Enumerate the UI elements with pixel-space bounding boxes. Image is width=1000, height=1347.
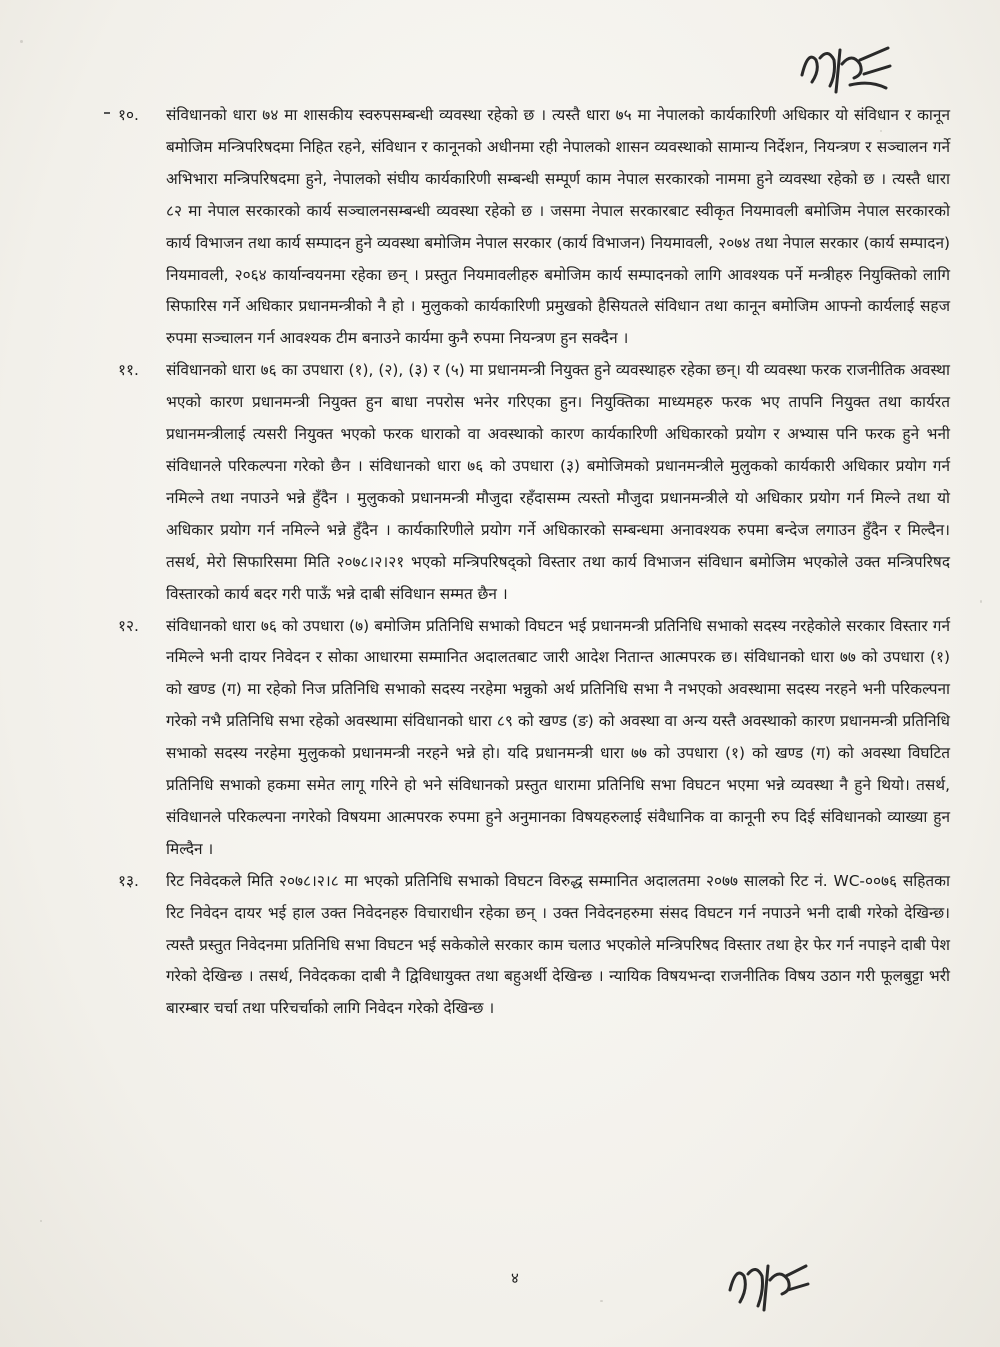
paragraph-10 bbox=[118, 100, 950, 355]
paragraph-number: १३. bbox=[118, 871, 139, 890]
scan-speck bbox=[20, 40, 23, 43]
paragraph-12 bbox=[118, 611, 950, 866]
scan-speck bbox=[600, 1300, 603, 1302]
document-body bbox=[118, 100, 950, 1025]
paragraph-number: १०. bbox=[118, 106, 139, 124]
paragraph-text: संविधानको धारा ७६ को उपधारा (७) बमोजिम प्रतिनिधि सभाको विघटन भई प्रधानमन्त्री प्रतिनिधि सभाको सदस्य नरहेकोले सरकार विस्तार गर्न नमिल्ने भनी दायर निवेदन र सोका आधारमा सम्मानित अदालतबाट जारी आदेश नितान्त आत्मपरक छ। संविधानको धारा ७७ को उपधारा (१) को खण्ड (ग) मा रहेको निज प्रतिनिधि सभाको सदस्य नरहेमा भन्नुको अर्थ प्रतिनिधि सभा नै नभएको अवस्थामा सदस्य नरहने भनी परिकल्पना गरेको नभै प्रतिनिधि सभा रहेको अवस्थामा संविधानको धारा ८९ को खण्ड (ङ) को अवस्था वा अन्य यस्तै अवस्थाको कारण प्रधानमन्त्री प्रतिनिधि सभाको सदस्य नरहेमा मुलुकको प्रधानमन्त्री नरहने भन्ने हो। यदि प्रधानमन्त्री धारा ७७ को उपधारा (१) को खण्ड (ग) को अवस्था विघटित प्रतिनिधि सभाको हकमा समेत लागू गरिने हो भने संविधानको प्रस्तुत धारामा प्रतिनिधि सभा विघटन भएमा भन्ने व्यवस्था नै हुने थियो। तसर्थ, संविधानले परिकल्पना नगरेको विषयमा आत्मपरक रुपमा हुने अनुमानका विषयहरुलाई संवैधानिक वा कानूनी रुप दिई संविधानको व्याख्या हुन मिल्दैन । bbox=[166, 616, 950, 858]
paragraph-text: रिट निवेदकले मिति २०७८।२।८ मा भएको प्रतिनिधि सभाको विघटन विरुद्ध सम्मानित अदालतमा २०७७ सालको रिट नं. WC-००७६ सहितका रिट निवेदन दायर भई हाल उक्त निवेदनहरु विचाराधीन रहेका छन् । उक्त निवेदनहरुमा संसद विघटन गर्न नपाउने भनी दाबी गरेको देखिन्छ। त्यस्तै प्रस्तुत निवेदनमा प्रतिनिधि सभा विघटन भई सकेकोले सरकार काम चलाउ भएकोले मन्त्रिपरिषद विस्तार तथा हेर फेर गर्न नपाइने दाबी पेश गरेको देखिन्छ । तसर्थ, निवेदकका दाबी नै द्विविधायुक्त तथा बहुअर्थी देखिन्छ । न्यायिक विषयभन्दा राजनीतिक विषय उठान गरी फूलबुट्टा भरी बारम्बार चर्चा तथा परिचर्चाको लागि निवेदन गरेको देखिन्छ । bbox=[166, 871, 950, 1018]
paragraph-number: १२. bbox=[118, 616, 139, 635]
paragraph-number: ११. bbox=[118, 361, 139, 380]
page-number: ४ bbox=[511, 1269, 519, 1287]
paragraph-text: संविधानको धारा ७४ मा शासकीय स्वरुपसम्बन्धी व्यवस्था रहेको छ । त्यस्तै धारा ७५ मा नेपालको कार्यकारिणी अधिकार यो संविधान र कानून बमोजिम मन्त्रिपरिषदमा निहित रहने, संविधान र कानूनको अधीनमा रही नेपालको शासन व्यवस्थाको सामान्य निर्देशन, नियन्त्रण र सञ्चालन गर्ने अभिभारा मन्त्रिपरिषदमा हुने, नेपालको संघीय कार्यकारिणी सम्बन्धी सम्पूर्ण काम नेपाल सरकारको नाममा हुने व्यवस्था रहेको छ । त्यस्तै धारा ८२ मा नेपाल सरकारको कार्य सञ्चालनसम्बन्धी व्यवस्था रहेको छ । जसमा नेपाल सरकारबाट स्वीकृत नियमावली बमोजिम नेपाल सरकारको कार्य विभाजन तथा कार्य सम्पादन हुने व्यवस्था बमोजिम नेपाल सरकार (कार्य विभाजन) नियमावली, २०७४ तथा नेपाल सरकार (कार्य सम्पादन) नियमावली, २०६४ कार्यान्वयनमा रहेका छन् । प्रस्तुत नियमावलीहरु बमोजिम कार्य सम्पादनको लागि आवश्यक पर्ने मन्त्रीहरु नियुक्तिको लागि सिफारिस गर्ने अधिकार प्रधानमन्त्रीको नै हो । मुलुकको कार्यकारिणी प्रमुखको हैसियतले संविधान तथा कानून बमोजिम आफ्नो कार्यलाई सहज रुपमा सञ्चालन गर्न आवश्यक टीम बनाउने कार्यमा कुनै रुपमा नियन्त्रण हुन सक्दैन । bbox=[166, 106, 950, 348]
scan-speck bbox=[980, 600, 982, 603]
paragraph-text: संविधानको धारा ७६ का उपधारा (१), (२), (३) र (५) मा प्रधानमन्त्री नियुक्त हुने व्यवस्थाहरु रहेका छन्। यी व्यवस्था फरक राजनीतिक अवस्था भएको कारण प्रधानमन्त्री नियुक्त हुन बाधा नपरोस भनेर गरिएका हुन। नियुक्तिका माध्यमहरु फरक भए तापनि नियुक्त तथा कार्यरत प्रधानमन्त्रीलाई त्यसरी नियुक्त भएको फरक धाराको वा अवस्थाको कारण कार्यकारिणी अधिकारको प्रयोग र अभ्यास पनि फरक हुने भनी संविधानले परिकल्पना गरेको छैन । संविधानको धारा ७६ को उपधारा (३) बमोजिमको प्रधानमन्त्रीले मुलुकको कार्यकारी अधिकार प्रयोग गर्न नमिल्ने तथा नपाउने भन्ने हुँदैन । मुलुकको प्रधानमन्त्री मौजुदा रहँदासम्म त्यस्तो मौजुदा प्रधानमन्त्रीले यो अधिकार प्रयोग गर्न मिल्ने तथा यो अधिकार प्रयोग गर्न नमिल्ने भन्ने हुँदैन । कार्यकारिणीले प्रयोग गर्ने अधिकारको सम्बन्धमा अनावश्यक रुपमा बन्देज लगाउन हुँदैन र मिल्दैन। तसर्थ, मेरो सिफारिसमा मिति २०७८।२।२१ भएको मन्त्रिपरिषद्को विस्तार तथा कार्य विभाजन संविधान बमोजिम भएकोले उक्त मन्त्रिपरिषद विस्तारको कार्य बदर गरी पाऊँ भन्ने दाबी संविधान सम्मत छैन । bbox=[166, 361, 950, 603]
paragraph-11 bbox=[118, 355, 950, 610]
scan-speck bbox=[40, 1220, 42, 1222]
paragraph-13 bbox=[118, 866, 950, 1026]
margin-tick-mark bbox=[104, 112, 110, 114]
signature-top-icon bbox=[790, 30, 900, 100]
signature-bottom-icon bbox=[720, 1248, 810, 1318]
